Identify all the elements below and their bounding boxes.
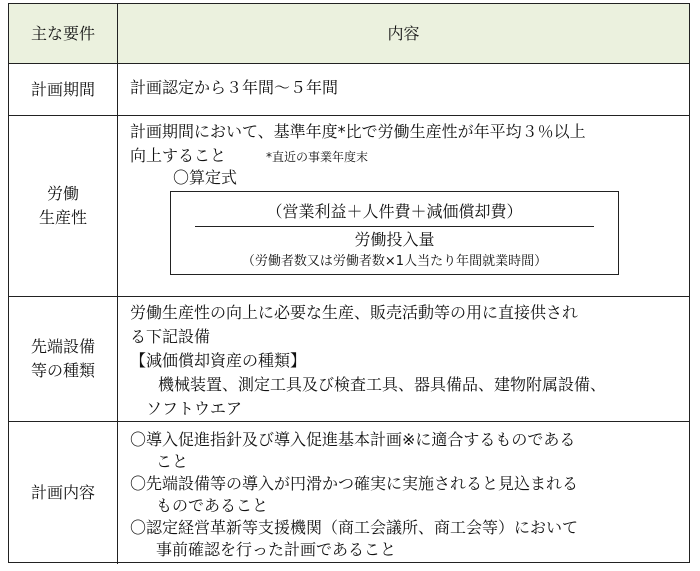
content-period	[118, 64, 689, 115]
equipment-line5: ソフトウエア	[146, 399, 243, 418]
label-period: 計画期間	[9, 64, 118, 115]
label-equipment	[9, 297, 118, 421]
content-plan	[118, 422, 689, 564]
equipment-line2: る下記設備	[130, 327, 211, 346]
header-content-label: 内容	[387, 23, 420, 43]
label-productivity-line2: 生産性	[38, 208, 87, 227]
label-equipment-line2: 等の種類	[30, 361, 95, 380]
label-plan: 計画内容	[9, 422, 118, 564]
header-requirement: 主な要件	[9, 4, 118, 63]
table-row-period	[9, 64, 689, 116]
requirements-table	[8, 3, 690, 563]
formula-denominator: 労働投入量	[354, 230, 435, 249]
plan-item1-line2: こと	[156, 452, 189, 471]
fraction-rule	[195, 226, 594, 227]
equipment-line1: 労働生産性の向上に必要な生産、販売活動等の用に直接供され	[130, 303, 579, 322]
formula-box	[170, 191, 619, 275]
label-productivity-line1: 労働	[46, 184, 79, 203]
plan-item1-line1: 〇導入促進指針及び導入促進基本計画※に適合するものである	[130, 430, 576, 449]
table-row-plan	[9, 422, 689, 564]
productivity-note: *直近の事業年度末	[266, 150, 369, 164]
equipment-line3: 【減価償却資産の種類】	[130, 351, 307, 370]
table-header-row	[9, 4, 689, 64]
table-row-equipment	[9, 297, 689, 422]
label-equipment-line1: 先端設備	[30, 337, 95, 356]
productivity-line2: 向上すること	[130, 146, 227, 165]
table-row-productivity	[9, 116, 689, 297]
plan-item2-line1: 〇先端設備等の導入が円滑かつ確実に実施されると見込まれる	[130, 474, 579, 493]
plan-item3-line1: 〇認定経営革新等支援機関（商工会議所、商工会等）において	[130, 518, 579, 537]
formula-numerator: （営業利益＋人件費＋減価償却費）	[266, 202, 523, 221]
formula-heading: 〇算定式	[173, 168, 238, 187]
period-text: 計画認定から３年間～５年間	[130, 78, 339, 97]
content-equipment	[118, 297, 689, 421]
header-content	[118, 4, 689, 63]
productivity-line1: 計画期間において、基準年度*比で労働生産性が年平均３％以上	[130, 122, 586, 141]
plan-item2-line2: ものであること	[156, 496, 269, 515]
label-productivity	[9, 116, 118, 296]
equipment-line4: 機械装置、測定工具及び検査工具、器具備品、建物附属設備、	[158, 375, 607, 394]
formula-subnote: （労働者数又は労働者数×1人当たり年間就業時間）	[241, 254, 548, 269]
content-productivity	[118, 116, 689, 296]
plan-item3-line2: 事前確認を行った計画であること	[156, 540, 397, 559]
